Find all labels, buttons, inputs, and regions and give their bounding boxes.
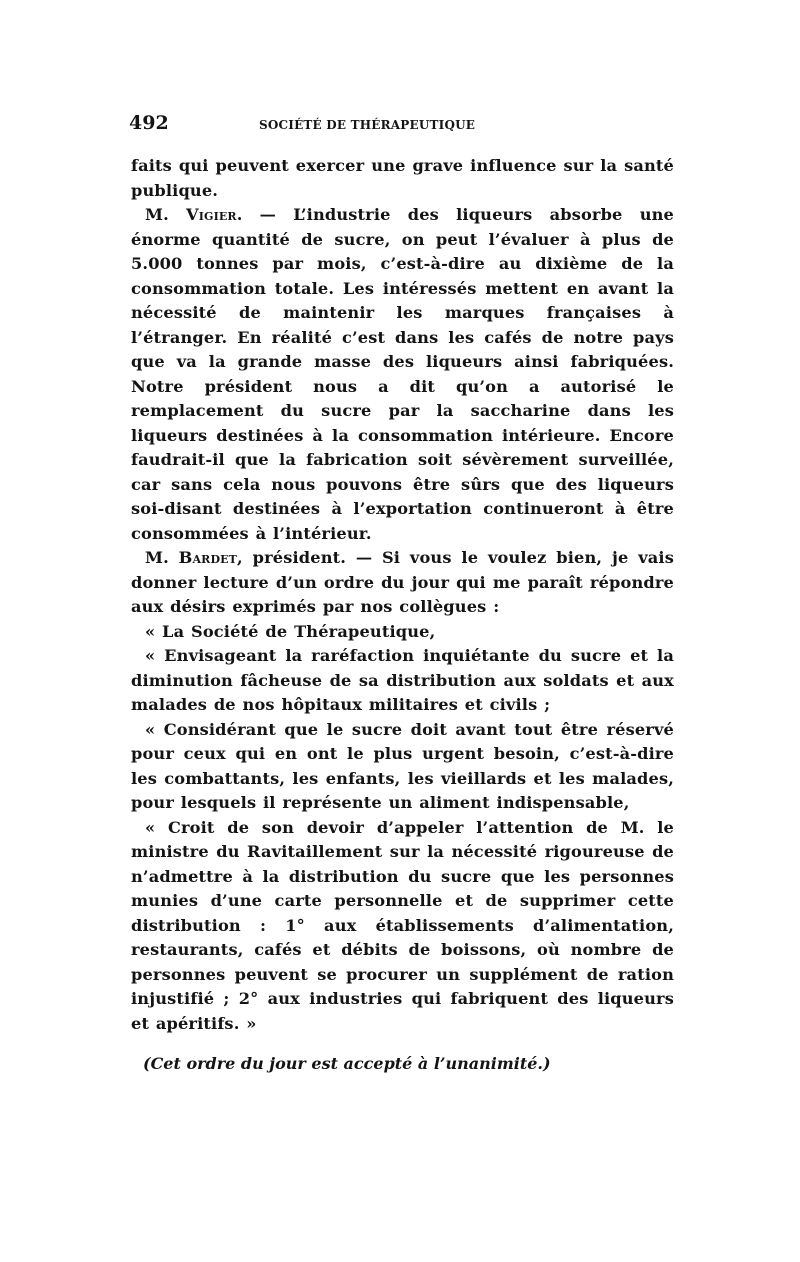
paragraph	[131, 644, 674, 718]
body-text	[131, 154, 674, 1076]
page-header	[131, 112, 674, 142]
running-title: SOCIÉTÉ DE THÉRAPEUTIQUE	[259, 118, 476, 132]
speaker-name: M. Bardet,	[145, 548, 243, 567]
paragraph-text: président. — Si vous le voulez bien, je vais donner lecture d’un ordre du jour qui me paraît répondre aux désirs exprimés par nos collègues :	[131, 548, 674, 616]
paragraph	[131, 546, 674, 620]
speaker-name: M. Vigier.	[145, 205, 243, 224]
paragraph	[131, 718, 674, 816]
paragraph-text: « La Société de Thérapeutique,	[145, 621, 436, 641]
paragraph-text: faits qui peuvent exercer une grave influence sur la santé publique.	[131, 156, 674, 200]
paragraph-text: — L’industrie des liqueurs absorbe une énorme quantité de sucre, on peut l’évaluer à plus de 5.000 tonnes par mois, c’est-à-dire au dixième de la consommation totale. Les intéressés mettent en avant la nécessité de maintenir les marques françaises à l’étranger. En réalité c’est dans les cafés de notre pays que va la grande masse des liqueurs ainsi fabriquées. Notre président nous a dit qu’on a autorisé le remplacement du sucre par la saccharine dans les liqueurs destinées à la consommation intérieure. Encore faudrait-il que la fabrication soit sévèrement surveillée, car sans cela nous pouvons être sûrs que des liqueurs soi-disant destinées à l’exportation continueront à être consommées à l’intérieur.	[131, 205, 674, 543]
paragraph-text: « Croit de son devoir d’appeler l’attention de M. le ministre du Ravitaillement sur la nécessité rigoureuse de n’admettre à la distribution du sucre que les personnes munies d’une carte personnelle et de supprimer cette distribution : 1° aux établissements d’alimentation, restaurants, cafés et débits de boissons, où nombre de personnes peuvent se procurer un supplément de ration injustifié ; 2° aux industries qui fabriquent des liqueurs et apéritifs. »	[131, 817, 674, 1033]
paragraph-text: « Envisageant la raréfaction inquiétante du sucre et la diminution fâcheuse de sa distribution aux soldats et aux malades de nos hôpitaux militaires et civils ;	[131, 646, 674, 714]
page-number: 492	[129, 112, 169, 134]
paragraph	[131, 816, 674, 1037]
paragraph-text: « Considérant que le sucre doit avant tout être réservé pour ceux qui en ont le plus urgent besoin, c’est-à-dire les combattants, les enfants, les vieillards et les malades, pour lesquels il représente un aliment indispensable,	[131, 719, 674, 812]
paragraph	[131, 154, 674, 203]
paragraph	[131, 203, 674, 546]
book-page	[131, 112, 674, 1092]
resolution-verdict: (Cet ordre du jour est accepté à l’unanimité.)	[143, 1054, 551, 1073]
paragraph	[131, 620, 674, 645]
